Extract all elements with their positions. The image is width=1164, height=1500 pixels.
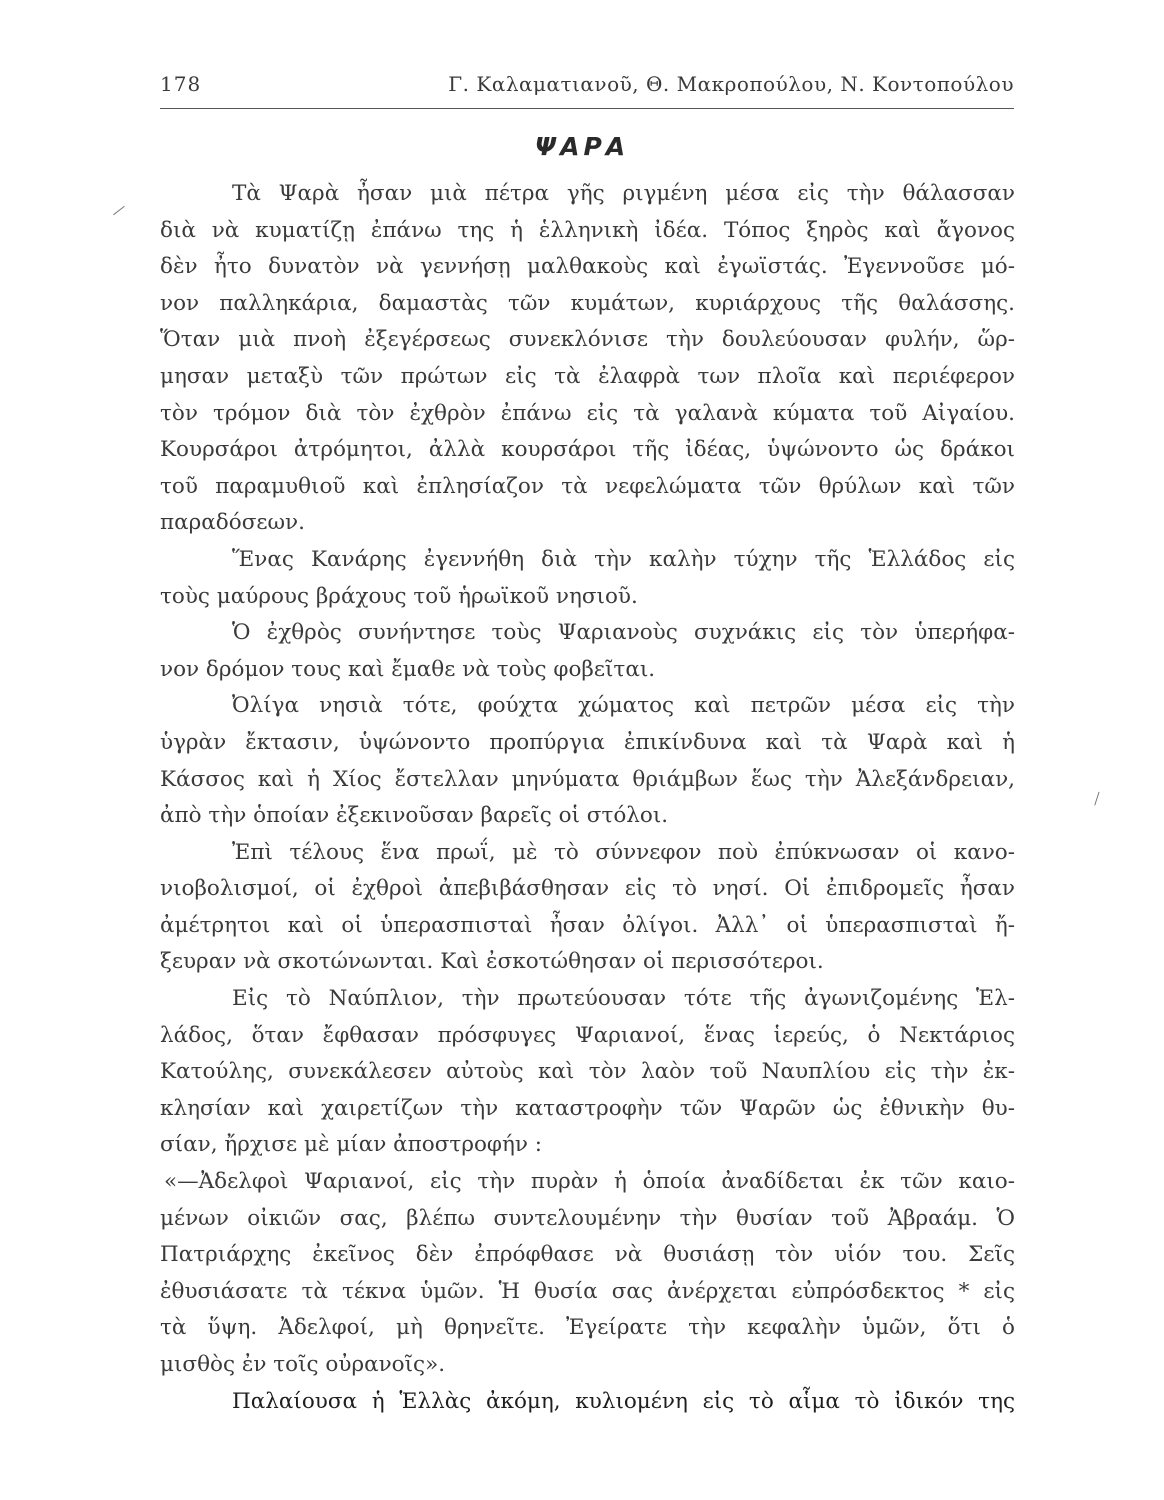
text-line: Ὀλίγα νησιὰ τότε, φούχτα χώματος καὶ πετρῶν μέσα εἰς τὴν <box>232 693 1015 719</box>
text-line: λάδος, ὅταν ἔφθασαν πρόσφυγες Ψαριανοί, ἕνας ἱερεύς, ὁ Νεκτάριος <box>160 1022 1015 1048</box>
quote-line: μισθὸς ἐν τοῖς οὐρανοῖς». <box>160 1352 446 1377</box>
quote-line: «—Ἀδελφοὶ Ψαριανοί, εἰς τὴν πυρὰν ἡ ὁποία ἀναδίδεται ἐκ τῶν καιο- <box>164 1169 1015 1195</box>
text-line: Ἕνας Κανάρης ἐγεννήθη διὰ τὴν καλὴν τύχην τῆς Ἑλλάδος εἰς <box>232 546 1015 572</box>
margin-mark <box>113 206 125 216</box>
chapter-title: ΨΑΡΑ <box>534 132 630 161</box>
text-line: ξευραν νὰ σκοτώνωνται. Καὶ ἐσκοτώθησαν οἱ περισσότεροι. <box>160 949 824 975</box>
text-line: Ἐπὶ τέλους ἕνα πρωΐ, μὲ τὸ σύννεφον ποὺ ἐπύκνωσαν οἱ κανο- <box>232 839 1015 865</box>
text-line: ἀπὸ τὴν ὁποίαν ἐξεκινοῦσαν βαρεῖς οἱ στόλοι. <box>160 803 669 829</box>
quote-line: μένων οἰκιῶν σας, βλέπω συντελουμένην τὴν θυσίαν τοῦ Ἀβραάμ. Ὁ <box>160 1205 1015 1231</box>
text-line: τοὺς μαύρους βράχους τοῦ ἡρωϊκοῦ νησιοῦ. <box>160 583 638 609</box>
text-line: διὰ νὰ κυματίζῃ ἐπάνω της ἡ ἑλληνικὴ ἰδέα. Τόπος ξηρὸς καὶ ἄγονος <box>160 217 1015 243</box>
text-line: τὸν τρόμον διὰ τὸν ἐχθρὸν ἐπάνω εἰς τὰ γαλανὰ κύματα τοῦ Αἰγαίου. <box>160 400 1015 426</box>
text-line: Κάσσος καὶ ἡ Χίος ἔστελλαν μηνύματα θριάμβων ἕως τὴν Ἀλεξάνδρειαν, <box>160 766 1015 792</box>
text-line: Τὰ Ψαρὰ ἦσαν μιὰ πέτρα γῆς ριγμένη μέσα εἰς τὴν θάλασσαν <box>232 181 1015 206</box>
text-line: ἀμέτρητοι καὶ οἱ ὑπερασπισταὶ ἦσαν ὀλίγοι. Ἀλλ᾿ οἱ ὑπερασπισταὶ ἤ- <box>160 912 1015 938</box>
text-line: νιοβολισμοί, οἱ ἐχθροὶ ἀπεβιβάσθησαν εἰς τὸ νησί. Οἱ ἐπιδρομεῖς ἦσαν <box>160 876 1015 902</box>
text-line: Κατούλης, συνεκάλεσεν αὐτοὺς καὶ τὸν λαὸν τοῦ Ναυπλίου εἰς τὴν ἐκ- <box>160 1059 1015 1085</box>
margin-mark <box>1094 792 1099 806</box>
quote-line: τὰ ὕψη. Ἀδελφοί, μὴ θρηνεῖτε. Ἐγείρατε τὴν κεφαλὴν ὑμῶν, ὅτι ὁ <box>160 1315 1015 1341</box>
text-line: μησαν μεταξὺ τῶν πρώτων εἰς τὰ ἐλαφρὰ των πλοῖα καὶ περιέφερον <box>160 363 1015 389</box>
text-line: παραδόσεων. <box>160 510 305 536</box>
text-line: Ὅταν μιὰ πνοὴ ἐξεγέρσεως συνεκλόνισε τὴν δουλεύουσαν φυλήν, ὥρ- <box>160 327 1015 353</box>
running-title: Γ. Καλαματιανοῦ, Θ. Μακροπούλου, Ν. Κοντοπούλου <box>448 72 1014 96</box>
quote-line: Πατριάρχης ἐκεῖνος δὲν ἐπρόφθασε νὰ θυσιάσῃ τὸν υἱόν του. Σεῖς <box>160 1242 1015 1268</box>
text-line: Κουρσάροι ἀτρόμητοι, ἀλλὰ κουρσάροι τῆς ἰδέας, ὑψώνοντο ὡς δράκοι <box>160 437 1015 463</box>
text-line: τοῦ παραμυθιοῦ καὶ ἐπλησίαζον τὰ νεφελώματα τῶν θρύλων καὶ τῶν <box>160 473 1015 499</box>
page-number: 178 <box>160 72 202 96</box>
text-line: νον παλληκάρια, δαμαστὰς τῶν κυμάτων, κυριάρχους τῆς θαλάσσης. <box>160 290 1015 316</box>
text-line: ὑγρὰν ἔκτασιν, ὑψώνοντο προπύργια ἐπικίνδυνα καὶ τὰ Ψαρὰ καὶ ἡ <box>160 729 1015 755</box>
text-line: Εἰς τὸ Ναύπλιον, τὴν πρωτεύουσαν τότε τῆς ἀγωνιζομένης Ἑλ- <box>232 986 1015 1012</box>
body-text <box>160 176 1015 1420</box>
text-line: δὲν ἦτο δυνατὸν νὰ γεννήσῃ μαλθακοὺς καὶ ἐγωϊστάς. Ἐγεννοῦσε μό- <box>160 254 1015 280</box>
text-line: Ὁ ἐχθρὸς συνήντησε τοὺς Ψαριανοὺς συχνάκις εἰς τὸν ὑπερήφα- <box>232 620 1015 646</box>
text-line: σίαν, ἤρχισε μὲ μίαν ἀποστροφήν : <box>160 1132 542 1158</box>
quote-line: ἐθυσιάσατε τὰ τέκνα ὑμῶν. Ἡ θυσία σας ἀνέρχεται εὐπρόσδεκτος * εἰς <box>160 1278 1015 1304</box>
running-header <box>160 72 1014 109</box>
text-line: κλησίαν καὶ χαιρετίζων τὴν καταστροφὴν τῶν Ψαρῶν ὡς ἐθνικὴν θυ- <box>160 1095 1015 1121</box>
text-line: νον δρόμον τους καὶ ἔμαθε νὰ τοὺς φοβεῖται. <box>160 656 656 682</box>
text-line: Παλαίουσα ἡ Ἑλλὰς ἀκόμη, κυλιομένη εἰς τὸ αἷμα τὸ ἰδικόν της <box>232 1388 1015 1414</box>
